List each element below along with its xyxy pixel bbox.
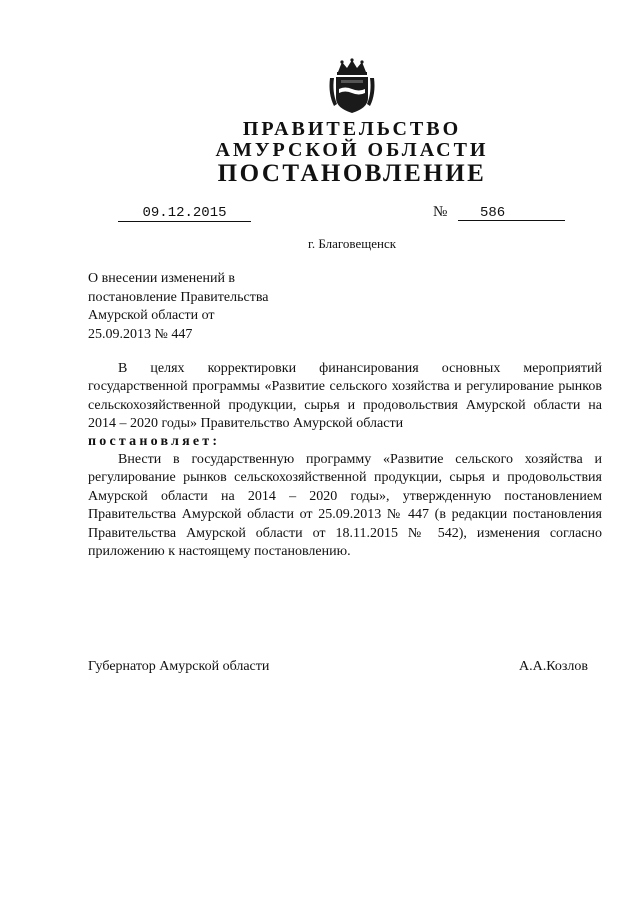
document-number: 586 [458, 205, 565, 221]
document-type-title: ПОСТАНОВЛЕНИЕ [217, 160, 487, 187]
document-date: 09.12.2015 [118, 205, 251, 222]
subject-line: Амурской области от [88, 308, 215, 323]
subject-line: О внесении изменений в [88, 271, 236, 286]
government-title-line2: АМУРСКОЙ ОБЛАСТИ [215, 139, 489, 161]
number-sign: № [433, 204, 448, 220]
subject-line: 25.09.2013 № 447 [88, 326, 193, 342]
preamble-paragraph: В целях корректировки финансирования основных мероприятий государственной программы «Развитие сельского хозяйства и регулирование рынков сельскохозяйственной продукции, сырья и продовольствия Амурской области на 2014 – 2020 годы» Правительство Амурской области [88, 361, 602, 432]
decree-word: постановляет: [88, 434, 221, 449]
city-line: г. Благовещенск [307, 236, 397, 251]
decree-paragraph: Внести в государственную программу «Развитие сельского хозяйства и регулирование рынков сельскохозяйственной продукции, сырья и продовольствия Амурской области на 2014 – 2020 годы», утвержденную постановлением Правительства Амурской области от 25.09.2013 № 447 (в редакции постановления Правительства Амурской области от 18.11.2015 № 542), изменения согласно приложению к настоящему постановлению. [88, 452, 602, 560]
signatory-name: А.А.Козлов [519, 659, 588, 674]
coat-of-arms-emblem [328, 58, 376, 114]
document-subject [88, 270, 308, 344]
government-title-line1: ПРАВИТЕЛЬСТВО [242, 118, 462, 140]
signatory-position: Губернатор Амурской области [88, 659, 270, 674]
subject-line: постановление Правительства [88, 289, 269, 305]
